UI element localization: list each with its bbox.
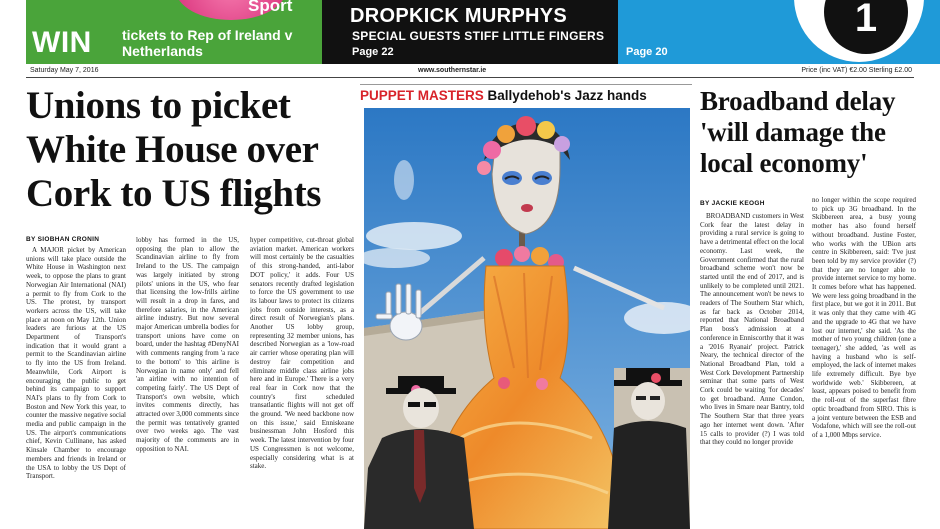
lead-body-col-1	[26, 246, 126, 529]
promo-tickets-text: tickets to Rep of Ireland v Netherlands	[122, 27, 293, 59]
promo-win-label: WIN	[32, 26, 92, 59]
photo-caption-header	[360, 84, 692, 108]
promo-sport-label: Sport	[248, 0, 293, 15]
puppet-photo-illustration	[364, 108, 690, 529]
website-url[interactable]: www.southernstar.ie	[418, 67, 487, 74]
promo-music-page: Page 22	[352, 46, 394, 58]
promo-music-subline: SPECIAL GUESTS STIFF LITTLE FINGERS	[352, 29, 605, 43]
broadband-body-col-2	[812, 196, 916, 529]
photo-label-black: Ballydehob's Jazz hands	[487, 88, 647, 103]
promo-music[interactable]	[322, 0, 618, 64]
cover-price: Price (inc VAT) €2.00 Sterling £2.00	[801, 67, 912, 74]
puppet-photo[interactable]	[364, 108, 690, 529]
photo-label-red: PUPPET MASTERS	[360, 88, 484, 103]
lead-body-col-2	[136, 236, 239, 529]
lead-body-text-3: hyper competitive, cut-throat global aviation market. American workers will most certainly be the casualties of this strong-handed, anti-labor DOT policy,' it adds. Four US senators recently drafted legislation to force the US government to use its labour laws to protect its citizens jobs from outside interests, as a direct result of Norwegian's plans. Another US lobby group, representing 32 member unions, has described Norwegian as a 'low-road air carrier whose operating plan will destroy fair competition and eliminate middle class airline jobs here and in Europe.' There is a very real fear in Cork now that the country's first scheduled transatlantic flights will not get off the ground. 'We need backbone now on this issue,' said Enniskeane businessman John Hosford this week. The latest intervention by four US Congressmen is not welcome, especially considering what is at stake.	[250, 236, 354, 471]
broadband-byline: BY JACKIE KEOGH	[700, 200, 765, 207]
promo-strip	[0, 0, 940, 64]
promo-music-headline: DROPKICK MURPHYS	[350, 5, 568, 27]
lead-body-col-3	[250, 236, 354, 529]
lead-headline[interactable]: Unions to picket White House over Cork to US flights	[26, 84, 322, 215]
date-bar	[26, 64, 914, 78]
lead-body-text-1: A MAJOR picket by American unions will take place outside the White House in Washington next week, to oppose the plans to grant Norwegian Air International (NAI) a permit to fly from Cork to the US. The protest, by transport workers across the US, will take place at noon on May 12th. Union leaders are furious at the US Department of Transport's indication that it would grant a permit to the Scandinavian airline to fly into the US from Ireland. Meanwhile, Cork Airport is encouraging the public to get behind its campaign to support NAI's plans to fly from Cork to Boston and New York this year, to counter the massive negative social media and public campaign in the US. The airport's communications chief, Kevin Cullinane, has asked Kinsale Chamber to encourage members and friends in Ireland or the USA to lobby the US Dept of Transport.	[26, 246, 126, 481]
lead-byline: BY SIOBHAN CRONIN	[26, 236, 100, 243]
promo-win-tickets[interactable]	[26, 0, 322, 64]
promo-blue-page: Page 20	[626, 46, 668, 58]
issue-date: Saturday May 7, 2016	[30, 67, 99, 74]
broadband-body-col-1	[700, 212, 804, 529]
section-number-badge: 1	[824, 0, 908, 54]
lead-body-text-2: lobby has formed in the US, opposing the plan to allow the Scandinavian airline to fly from Ireland to the US. The campaign was largely initiated by strong pilots' unions in the US, who fear that licensing the low-frills airline will result in a drop in fares, and therefore salaries, in the American airline industry. But now several major American umbrella bodies for transport unions have come on board, under the hashtag #DenyNAI with comments ranging from 'a race to the bottom' to 'this airline is Norwegian in name only' and fell 'an airline with no intention of competing fairly'. The US Dept of Transport's own website, which invites comments directly, has attracted over 3,000 comments since the permit was tentatively granted over two weeks ago. The vast majority of the comments are in opposition to NAI.	[136, 236, 239, 453]
broadband-body-text-1: BROADBAND customers in West Cork fear the latest delay in providing a rural service is going to have a detrimental effect on the local economy. Last week, the Government confirmed that the rural broadband scheme won't now be started until the end of 2017, and is unlikely to be completed until 2021. The announcement won't be news to readers of The Southern Star which, as far back as October 2014, reported that National Broadband Plan boss's admission at a conference in Enniscorthy that it was a '2016 Ryanair' project. Patrick Neary, the technical director of the National Broadband Plan, told a West Cork Development Partnership seminar that some parts of West Cork could be waiting 'for decades' to get broadband. Anne Condon, who lives in Smare near Bantry, told The Southern Star that three years ago her internet went down. 'After 15 calls to provider (?) I was told that they could no longer provide	[700, 212, 804, 447]
broadband-body-text-2: no longer within the scope required to pick up 3G broadband. In the Skibbereen area, a busy young mother has also found herself without broadband. Justine Foster, who works with the UBion arts centre in Skibbereen, said: 'I've just been told by my service provider (?) that they are no longer able to provide internet service to my home. It comes before what has happened. We were less going broadband in the first place, but we got it in 2011. But it was only that they came with 4G and the upgrade to 4G that we have lost our internet,' she said. 'As the mother of two young children (one a teenager),' she added, 'as well as having a husband who is self-employed, the lack of internet makes life extremely difficult. Bye bye worldwide web.' Skibbereen, at least, appears poised to benefit from the roll-out of the superfast fibre optic broadband from SIRO. This is a joint venture between the ESB and Vodafone, which will see the roll-out of a 1,000 Mbps service.	[812, 196, 916, 439]
broadband-headline[interactable]: Broadband delay 'will damage the local economy'	[700, 86, 896, 178]
promo-blue[interactable]	[618, 0, 940, 64]
